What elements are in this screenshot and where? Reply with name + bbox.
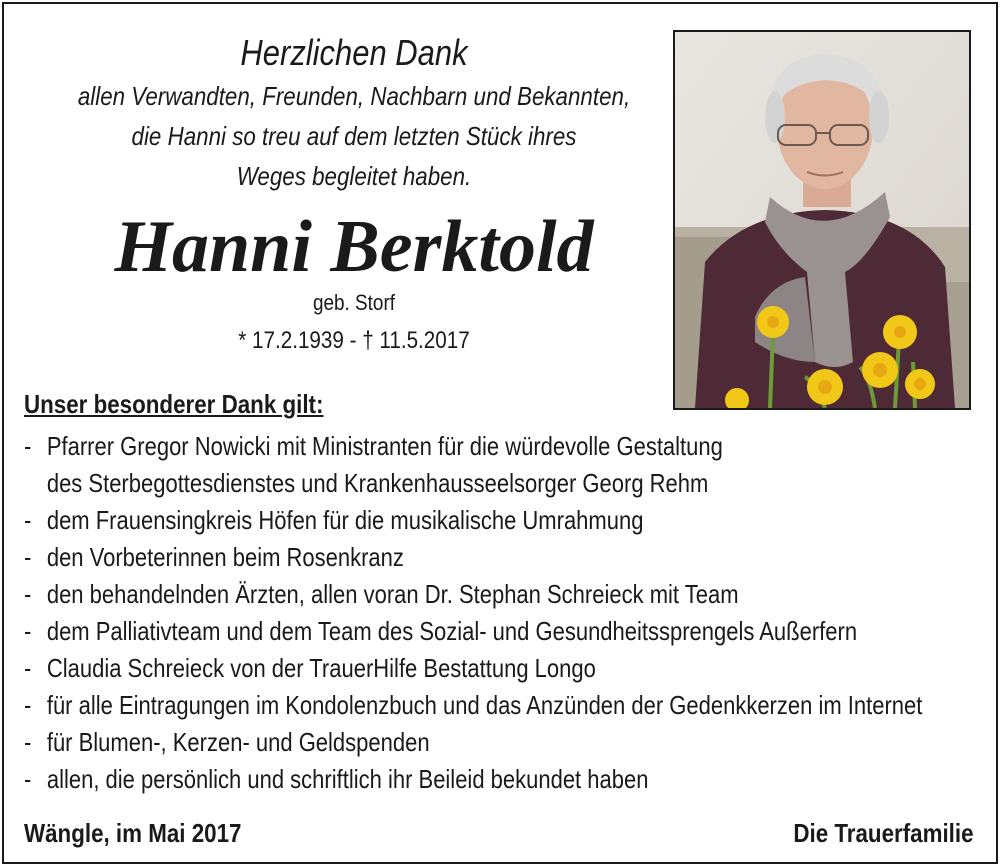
place-and-date: Wängle, im Mai 2017 bbox=[24, 818, 242, 848]
thanks-header bbox=[24, 30, 684, 196]
list-item-text: für Blumen-, Kerzen- und Geldspenden bbox=[46, 727, 430, 757]
list-item-text: dem Palliativteam und dem Team des Sozial- und Gesundheitssprengels Außerfern bbox=[46, 616, 858, 646]
thanks-line-3: Weges begleitet haben. bbox=[236, 161, 472, 191]
list-bullet: - bbox=[24, 505, 32, 535]
list-bullet: - bbox=[24, 653, 32, 683]
list-item bbox=[24, 761, 972, 798]
list-item-text-continued: des Sterbegottesdienstes und Krankenhausseelsorger Georg Rehm bbox=[46, 468, 709, 498]
list-item bbox=[24, 724, 972, 761]
list-item bbox=[24, 576, 972, 613]
list-item-text: den Vorbeterinnen beim Rosenkranz bbox=[46, 542, 404, 572]
thanks-title: Herzlichen Dank bbox=[240, 32, 468, 73]
list-item-text: für alle Eintragungen im Kondolenzbuch und das Anzünden der Gedenkkerzen im Internet bbox=[46, 690, 923, 720]
portrait-photo-icon bbox=[675, 32, 969, 408]
list-item bbox=[24, 539, 972, 576]
list-item bbox=[24, 613, 972, 650]
obituary-card bbox=[2, 2, 998, 864]
thanks-line-1: allen Verwandten, Freunden, Nachbarn und Bekannten, bbox=[77, 81, 631, 111]
signature: Die Trauerfamilie bbox=[793, 818, 974, 848]
portrait-photo bbox=[673, 30, 971, 410]
list-item bbox=[24, 650, 972, 687]
list-bullet: - bbox=[24, 431, 32, 461]
thanks-list bbox=[24, 428, 972, 798]
list-item bbox=[24, 502, 972, 539]
list-item-text: Claudia Schreieck von der TrauerHilfe Bestattung Longo bbox=[46, 653, 596, 683]
special-thanks-heading: Unser besonderer Dank gilt: bbox=[24, 389, 324, 419]
list-bullet: - bbox=[24, 616, 32, 646]
list-item bbox=[24, 428, 972, 502]
list-bullet: - bbox=[24, 727, 32, 757]
list-item-text: Pfarrer Gregor Nowicki mit Ministranten für die würdevolle Gestaltung bbox=[46, 431, 723, 461]
list-item bbox=[24, 687, 972, 724]
deceased-name: Hanni Berktold bbox=[114, 206, 594, 288]
list-bullet: - bbox=[24, 579, 32, 609]
life-dates: * 17.2.1939 - † 11.5.2017 bbox=[238, 327, 470, 354]
list-bullet: - bbox=[24, 690, 32, 720]
list-bullet: - bbox=[24, 764, 32, 794]
thanks-line-2: die Hanni so treu auf dem letzten Stück ihres bbox=[131, 121, 577, 151]
birth-name: geb. Storf bbox=[312, 290, 396, 315]
list-item-text: den behandelnden Ärzten, allen voran Dr. Stephan Schreieck mit Team bbox=[46, 579, 739, 609]
list-bullet: - bbox=[24, 542, 32, 572]
list-item-text: dem Frauensingkreis Höfen für die musikalische Umrahmung bbox=[46, 505, 644, 535]
list-item-text: allen, die persönlich und schriftlich ihr Beileid bekundet haben bbox=[46, 764, 649, 794]
